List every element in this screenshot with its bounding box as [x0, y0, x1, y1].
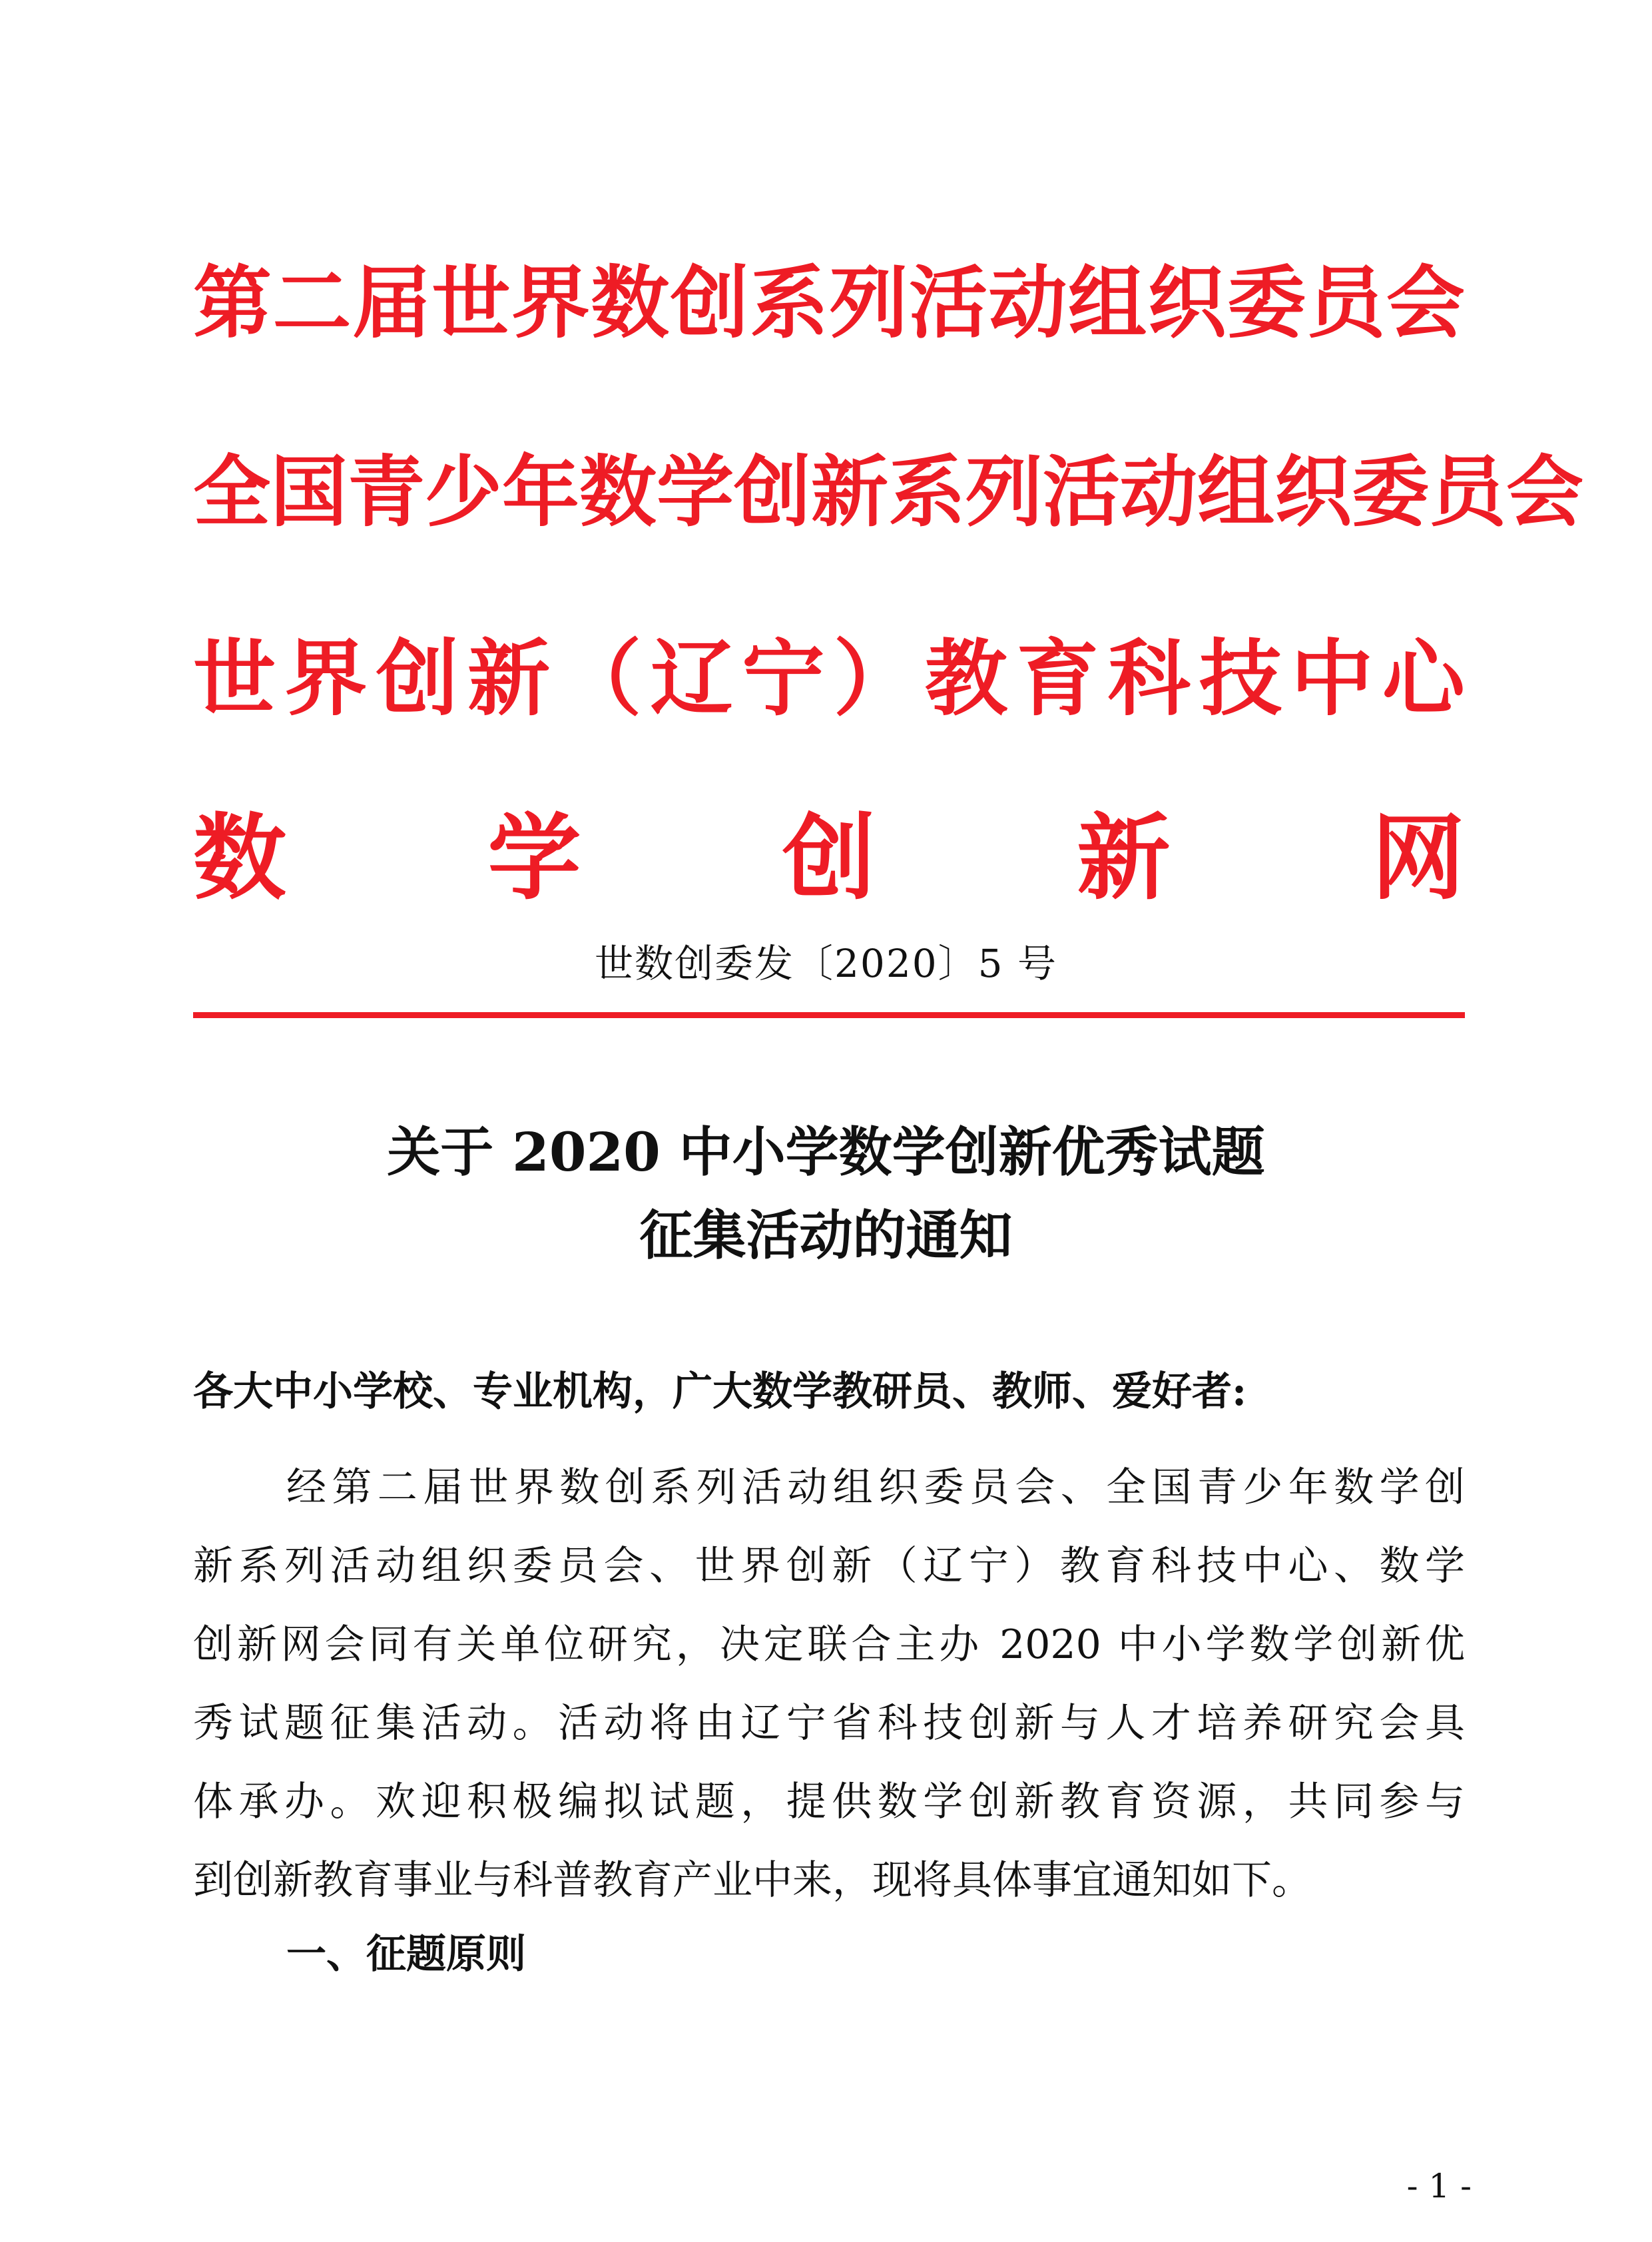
letterhead-char: 辽 [650, 631, 733, 727]
letterhead-char: 新 [467, 631, 551, 727]
letterhead-char: 会 [1506, 447, 1583, 537]
paragraph-line: 体承办。欢迎积极编拟试题，提供数学创新教育资源，共同参与 [193, 1779, 1465, 1825]
letterhead-char: 动 [988, 257, 1067, 349]
letterhead-char: 系 [750, 257, 829, 349]
letterhead-char: 少 [425, 447, 502, 537]
letterhead-char: 委 [1352, 447, 1429, 537]
letterhead-char: 中 [1290, 631, 1374, 727]
letterhead-char: 活 [909, 257, 988, 349]
letterhead-char: 届 [352, 257, 431, 349]
letterhead-char: 织 [1274, 447, 1352, 537]
notice-title-line-2: 征集活动的通知 [639, 1204, 1013, 1266]
letterhead-char: 技 [1199, 631, 1282, 727]
paragraph-line: 创新网会同有关单位研究，决定联合主办 2020 中小学数学创新优 [193, 1621, 1465, 1668]
letterhead-org-3 [193, 613, 1465, 746]
letterhead-char: 数 [591, 257, 670, 349]
paragraph-line: 经第二届世界数创系列活动组织委员会、全国青少年数学创 [286, 1464, 1465, 1511]
letterhead-char: 世 [431, 257, 511, 349]
letterhead-char: 心 [1382, 631, 1465, 727]
letterhead-char: 列 [829, 257, 908, 349]
letterhead-char: 新 [1077, 804, 1171, 913]
letterhead-char: 科 [1107, 631, 1191, 727]
paragraph-line: 到创新教育事业与科普教育产业中来，现将具体事宜通知如下。 [193, 1857, 1312, 1904]
letterhead-char: 列 [965, 447, 1043, 537]
letterhead-char: 界 [511, 257, 590, 349]
letterhead-char: 二 [272, 257, 352, 349]
letterhead-char: 国 [270, 447, 348, 537]
letterhead-char: 员 [1306, 257, 1386, 349]
letterhead-char: 教 [925, 631, 1008, 727]
letterhead-char: 活 [1043, 447, 1120, 537]
letterhead-char: 界 [284, 631, 368, 727]
letterhead-char: 系 [888, 447, 965, 537]
letterhead-char: 创 [376, 631, 459, 727]
letterhead-char: 组 [1067, 257, 1147, 349]
letterhead-char: 会 [1386, 257, 1465, 349]
letterhead-org-1 [193, 236, 1465, 370]
paragraph-line: 秀试题征集活动。活动将由辽宁省科技创新与人才培养研究会具 [193, 1700, 1465, 1747]
letterhead-org-2 [193, 426, 1583, 559]
letterhead-char: 第 [193, 257, 272, 349]
letterhead-char: （ [559, 631, 642, 727]
page-number: - 1 - [1406, 2167, 1472, 2205]
letterhead-char: 全 [193, 447, 270, 537]
letterhead-char: 创 [782, 804, 876, 913]
letterhead-char: 委 [1227, 257, 1306, 349]
letterhead-char: 学 [487, 804, 581, 913]
letterhead-org-4 [193, 792, 1465, 926]
letterhead-char: 员 [1429, 447, 1506, 537]
section-heading: 一、征题原则 [286, 1931, 526, 1978]
letterhead-char: 数 [193, 804, 287, 913]
notice-title-line-1: 关于 2020 中小学数学创新优秀试题 [387, 1121, 1265, 1183]
letterhead-char: 创 [670, 257, 749, 349]
letterhead-char: 学 [657, 447, 734, 537]
letterhead-char: 青 [348, 447, 425, 537]
letterhead-char: 组 [1197, 447, 1274, 537]
letterhead-char: ） [833, 631, 916, 727]
letterhead-char: 世 [193, 631, 276, 727]
letterhead-char: 创 [734, 447, 811, 537]
letterhead-char: 宁 [742, 631, 825, 727]
letterhead-char: 数 [579, 447, 657, 537]
letterhead-char: 新 [811, 447, 888, 537]
red-divider-rule [193, 1012, 1465, 1018]
salutation: 各大中小学校、专业机构，广大数学教研员、教师、爱好者: [193, 1368, 1247, 1415]
letterhead-char: 网 [1371, 804, 1465, 913]
body-paragraph [193, 1448, 1465, 1920]
letterhead-char: 织 [1147, 257, 1227, 349]
letterhead-char: 育 [1016, 631, 1099, 727]
document-number: 世数创委发〔2020〕5 号 [595, 941, 1057, 986]
letterhead-char: 年 [502, 447, 579, 537]
paragraph-line: 新系列活动组织委员会、世界创新（辽宁）教育科技中心、数学 [193, 1543, 1465, 1589]
letterhead-char: 动 [1120, 447, 1197, 537]
